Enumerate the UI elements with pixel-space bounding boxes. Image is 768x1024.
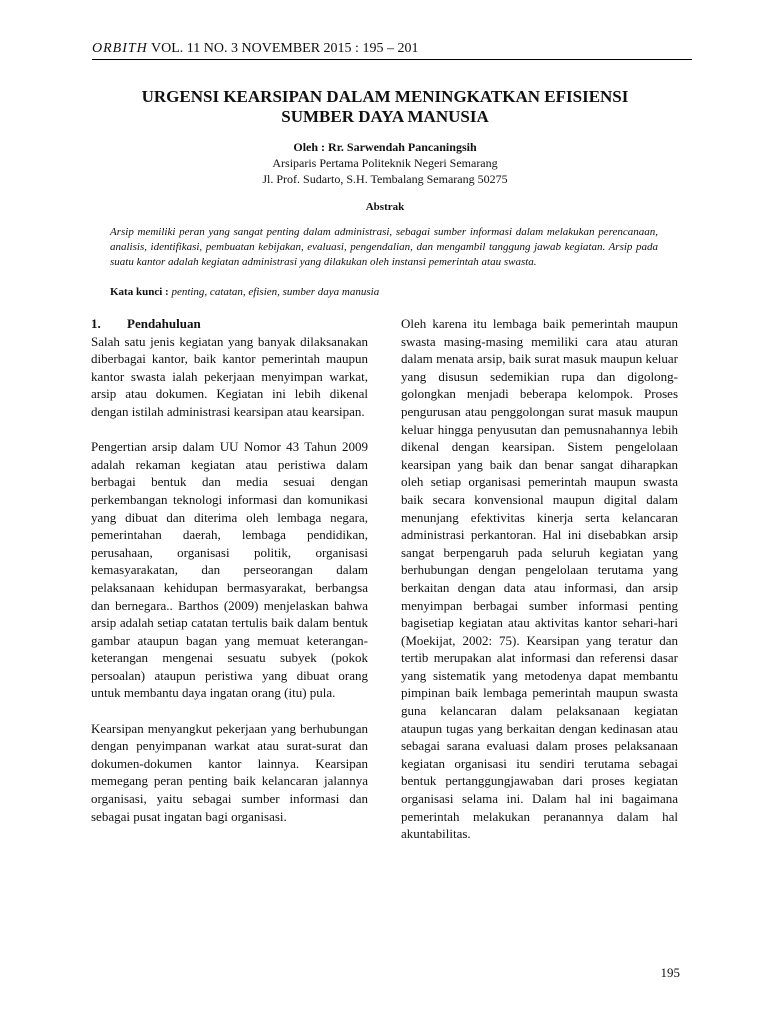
journal-name: ORBITH xyxy=(92,41,148,56)
paragraph: Kearsipan menyangkut pekerjaan yang berhubungan dengan penyimpanan warkat atau surat-surat dan dokumen-dokumen kantor lainnya. Kearsipan memegang peran penting baik kelancaran jalannya organisasi, yaitu sebagai sumber informasi dan sebagai pusat ingatan bagi organisasi. xyxy=(91,720,368,824)
issue-info: VOL. 11 NO. 3 NOVEMBER 2015 : 195 – 201 xyxy=(147,41,419,56)
author-affiliation: Arsiparis Pertama Politeknik Negeri Semarang xyxy=(272,156,498,170)
abstract-heading: Abstrak xyxy=(365,201,405,213)
paper-title xyxy=(80,87,690,127)
section-title: Pendahuluan xyxy=(127,316,201,331)
page-number: 195 xyxy=(660,965,680,980)
left-column xyxy=(91,315,368,843)
paragraph: Pengertian arsip dalam UU Nomor 43 Tahun 2009 adalah rekaman kegiatan atau peristiwa dalam berbagai bentuk dan media sesuai dengan perkembangan teknologi informasi dan komunikasi yang dibuat dan diterima oleh lembaga negara, pemerintahan daerah, lembaga pendidikan, perusahaan, organisasi politik, organisasi kemasyarakatan, dan perseorangan dalam pelaksanaan kehidupan bermasyarakat, berbangsa dan bernegara.. Barthos (2009) menjelaskan bahwa arsip adalah setiap catatan tertulis baik dalam bentuk gambar ataupun bagan yang memuat keterangan-keterangan mengenai sesuatu subyek (pokok persoalan) ataupun peristiwa yang dibuat orang untuk membantu daya ingatan orang (itu) pula. xyxy=(91,439,368,701)
abstract-text: Arsip memiliki peran yang sangat penting dalam administrasi, sebagai sumber informasi dalam melakukan perencanaan, analisis, identifikasi, pembuatan kebijakan, evaluasi, pengendalian, dan mengambil tanggung jawab kegiatan. Arsip pada suatu kantor adalah kegiatan administrasi yang dilakukan oleh instansi pemerintah atau swasta. xyxy=(110,226,658,268)
keywords-label: Kata kunci : xyxy=(110,286,169,298)
paragraph: Salah satu jenis kegiatan yang banyak dilaksanakan diberbagai kantor, baik kantor pemerintah maupun kantor swasta ialah pekerjaan menyimpan warkat, arsip atau dokumen. Kegiatan ini lebih dikenal dengan istilah administrasi kearsipan atau kearsipan. xyxy=(91,333,368,419)
keywords-value: penting, catatan, efisien, sumber daya manusia xyxy=(168,286,380,298)
author-block xyxy=(80,139,690,187)
section-number: 1. xyxy=(91,316,101,331)
running-header xyxy=(92,40,692,60)
author-address: Jl. Prof. Sudarto, S.H. Tembalang Semarang 50275 xyxy=(262,172,508,186)
title-line-2: SUMBER DAYA MANUSIA xyxy=(281,107,489,126)
paragraph: Oleh karena itu lembaga baik pemerintah maupun swasta masing-masing memiliki cara atau aturan dalam menata arsip, baik surat masuk maupun keluar yang disusun sedemikian rupa dan digolong-golongkan menjadi beberapa kelompok. Proses pengurusan atau penggolongan surat masuk maupun keluar hingga penyusutan dan pemusnahannya lebih dikenal dengan kearsipan. Sistem pengelolaan kearsipan yang baik dan benar sangat diharapkan oleh setiap organisasi pemerintah maupun swasta baik secara konvensional maupun digital dalam menunjang efektivitas kinerja serta kelancaran administrasi perkantoran. Hal ini disebabkan arsip sangat berpengaruh pada seluruh kegiatan yang berhubungan dengan pengelolaan terutama yang berkaitan dengan data atau informasi, dan arsip menyimpan berbagai sumber informasi penting bagisetiap kegiatan atau aktivitas kantor sehari-hari (Moekijat, 2002: 75). Kearsipan yang teratur dan tertib merupakan alat informasi dan referensi dasar yang sistematik yang metodenya dapat membantu pimpinan baik lembaga pemerintah maupun swasta guna kelancaran dalam pelaksanaan kegiatan ataupun tugas yang berkaitan dengan kedinasan atau sebagai sarana evaluasi dalam proses pelaksanaan kegiatan organisasi itu sendiri terutama sebagai bentuk pertanggungjawaban dari proses kegiatan organisasi selama ini. Dalam hal ini bagaimana pemerintah melakukan peranannya dalam hal akuntabilitas. xyxy=(401,316,678,842)
right-column xyxy=(401,315,678,860)
author-name: Oleh : Rr. Sarwendah Pancaningsih xyxy=(293,140,477,154)
section-heading xyxy=(91,315,368,333)
keywords xyxy=(110,285,658,300)
title-line-1: URGENSI KEARSIPAN DALAM MENINGKATKAN EFISIENSI xyxy=(141,87,629,106)
